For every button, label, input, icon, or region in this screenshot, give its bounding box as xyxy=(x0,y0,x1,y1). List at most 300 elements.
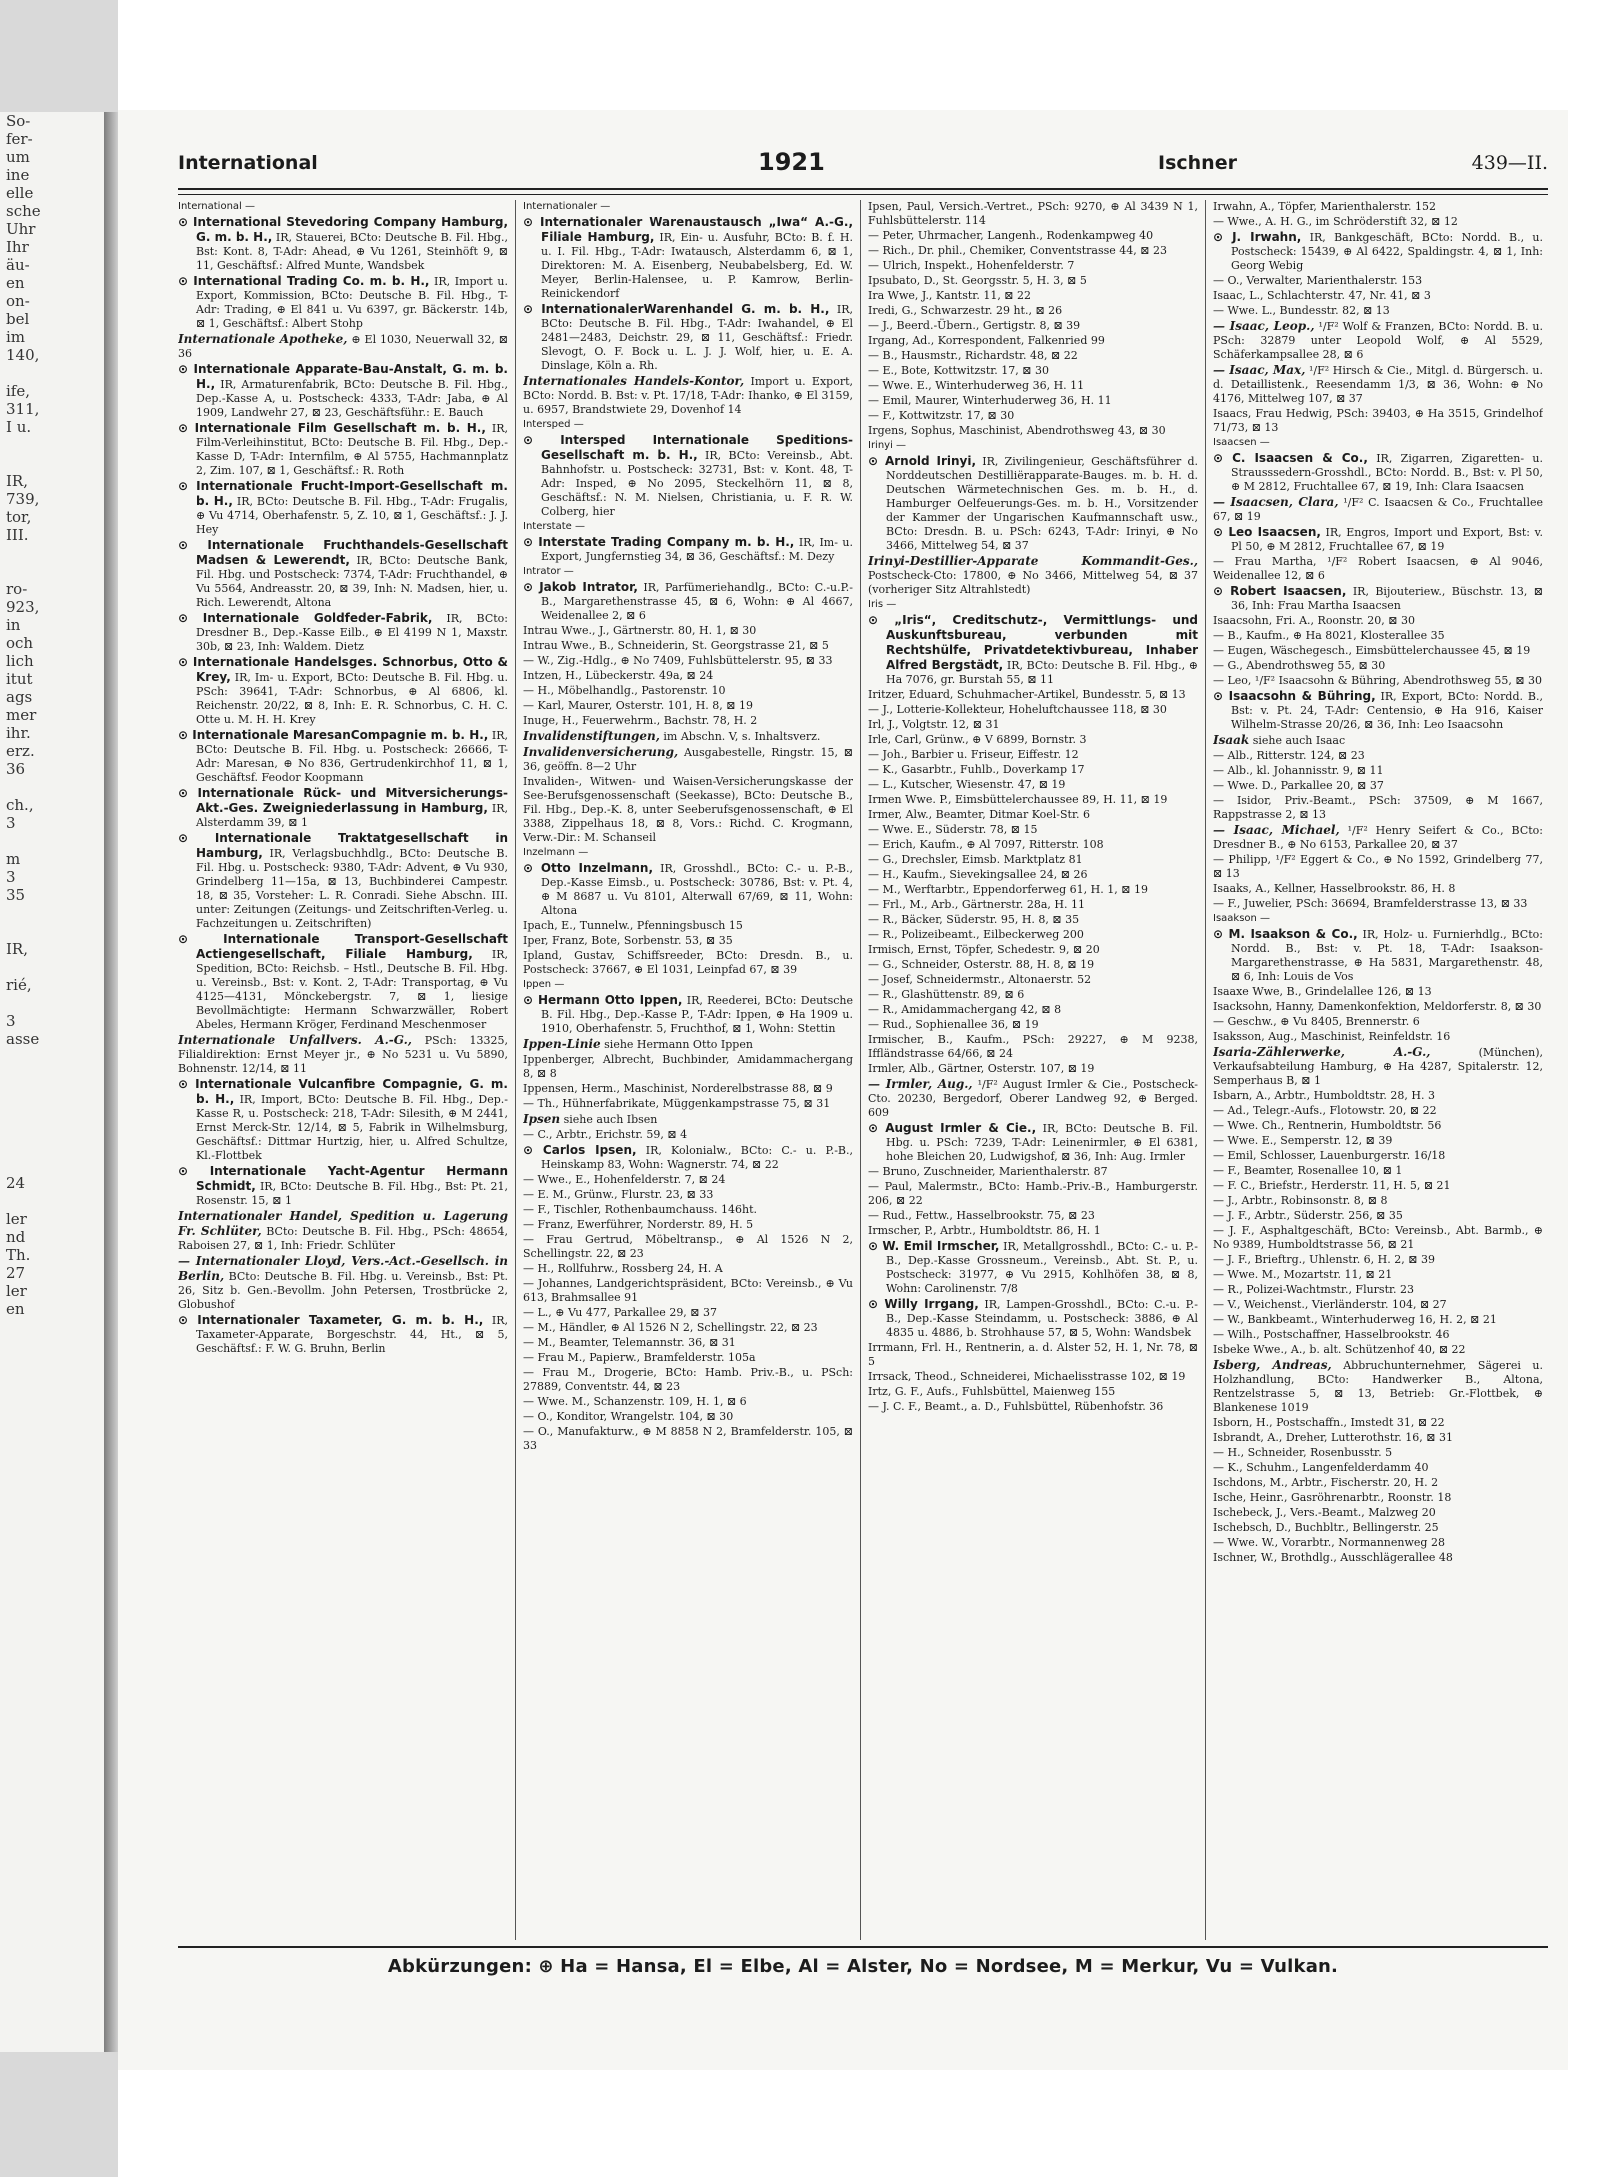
listing-entry: Isborn, H., Postschaffn., Imstedt 31, ⊠ 22 xyxy=(1213,1416,1445,1429)
previous-page-fragment: I u. xyxy=(6,418,32,436)
section-label: Ippen — xyxy=(523,979,565,990)
firm-entry xyxy=(1213,927,1543,984)
entry-details: IR, Engros, Import und Export, Bst: v. Pl 50, ⊕ M 2812, Fruchtallee 67, ⊠ 19 xyxy=(1231,526,1543,553)
column-divider xyxy=(860,200,861,1940)
entry-details: IR, BCto: Deutsche B. Fil. Hbg. u. PSch: 7239, T-Adr: Leinenirmler, ⊕ El 6381, hohe Bleichen 20, Ludwigshof, ⊠ 36, Inh: Aug. Irmler xyxy=(886,1122,1198,1163)
column-divider xyxy=(515,200,516,1940)
previous-page-fragment xyxy=(0,958,104,976)
listing-entry: — H., Schneider, Rosenbusstr. 5 xyxy=(1213,1446,1393,1459)
listing-entry: Intrau Wwe., B., Schneiderin, St. Georgstrasse 21, ⊠ 5 xyxy=(523,639,829,652)
listing-entry: — R., Glashüttenstr. 89, ⊠ 6 xyxy=(868,988,1025,1001)
listing-entry: Irrmann, Frl. H., Rentnerin, a. d. Alster 52, H. 1, Nr. 78, ⊠ 5 xyxy=(868,1341,1198,1368)
entry-name: ⊙ Internationale Apparate-Bau-Anstalt, G. m. b. H., xyxy=(178,362,508,391)
heading-entry xyxy=(523,729,853,744)
listing-entry: Ipland, Gustav, Schiffsreeder, BCto: Dresdn. B., u. Postscheck: 37667, ⊕ El 1031, Leinpfad 67, ⊠ 39 xyxy=(523,949,853,976)
listing-entry: — Leo, ¹/F² Isaacsohn & Bühring, Abendrothsweg 55, ⊠ 30 xyxy=(1213,674,1543,687)
book-gutter xyxy=(104,112,118,2052)
footer-rule xyxy=(178,1946,1548,1948)
listing-entry: Ipach, E., Tunnelw., Pfenningsbusch 15 xyxy=(523,919,743,932)
firm-entry xyxy=(178,362,508,420)
entry-details: (München), Verkaufsabteilung Hamburg, ⊕ Ha 4287, Spitalerstr. 12, Semperhaus B, ⊠ 1 xyxy=(1213,1046,1543,1087)
firm-entry xyxy=(178,1313,508,1356)
heading-entry xyxy=(1213,363,1543,406)
entry-name: ⊙ Hermann Otto Ippen, xyxy=(523,993,683,1007)
listing-entry: Isbeke Wwe., A., b. alt. Schützenhof 40, ⊠ 22 xyxy=(1213,1343,1466,1356)
previous-page-fragment: ler xyxy=(6,1282,27,1300)
firm-entry xyxy=(868,1297,1198,1340)
section-label: Interstate — xyxy=(523,521,585,532)
listing-entry: — Paul, Malermstr., BCto: Hamb.-Priv.-B., Hamburgerstr. 206, ⊠ 22 xyxy=(868,1180,1198,1207)
listing-entry: — Wwe. E., Süderstr. 78, ⊠ 15 xyxy=(868,823,1038,836)
listing-entry: Isacksohn, Hanny, Damenkonfektion, Meldorferstr. 8, ⊠ 30 xyxy=(1213,1000,1542,1013)
previous-page-fragment: um xyxy=(6,148,30,166)
listing-entry: — Wilh., Postschaffner, Hasselbrookstr. 46 xyxy=(1213,1328,1450,1341)
firm-entry xyxy=(178,611,508,654)
listing-entry: — Th., Hühnerfabrikate, Müggenkampstrasse 75, ⊠ 31 xyxy=(523,1097,831,1110)
heading-entry xyxy=(1213,1358,1543,1415)
listing-entry: — Franz, Ewerführer, Norderstr. 89, H. 5 xyxy=(523,1218,754,1231)
firm-entry xyxy=(523,433,853,519)
listing-entry: — Alb., Ritterstr. 124, ⊠ 23 xyxy=(1213,749,1365,762)
entry-details: siehe auch Ibsen xyxy=(560,1113,658,1126)
entry-name: ⊙ Robert Isaacsen, xyxy=(1213,584,1347,598)
entry-details: BCto: Deutsche B. Fil. Hbg., PSch: 48654, Raboisen 27, ⊠ 1, Inh: Friedr. Schlüter xyxy=(178,1225,508,1252)
listing-entry: — W., Zig.-Hdlg., ⊕ No 7409, Fuhlsbüttelerstr. 95, ⊠ 33 xyxy=(523,654,833,667)
previous-page-fragment xyxy=(0,1318,104,1336)
previous-page-fragment: ihr. xyxy=(6,724,31,742)
firm-entry xyxy=(178,538,508,610)
listing-entry: Isaacs, Frau Hedwig, PSch: 39403, ⊕ Ha 3515, Grindelhof 71/73, ⊠ 13 xyxy=(1213,407,1543,434)
listing-entry: — Wwe. D., Parkallee 20, ⊠ 37 xyxy=(1213,779,1384,792)
previous-page-fragment xyxy=(0,1138,104,1156)
entry-name: Internationale Unfallvers. A.-G., xyxy=(178,1033,412,1047)
listing-entry: — Philipp, ¹/F² Eggert & Co., ⊕ No 1592, Grindelberg 77, ⊠ 13 xyxy=(1213,853,1543,880)
listing-entry: Irrsack, Theod., Schneiderei, Michaelisstrasse 102, ⊠ 19 xyxy=(868,1370,1186,1383)
entry-details: Ausgabestelle, Ringstr. 15, ⊠ 36, geöffn. 8—2 Uhr xyxy=(523,746,853,773)
entry-name: — Isaac, Max, xyxy=(1213,363,1306,377)
listing-entry: — Josef, Schneidermstr., Altonaerstr. 52 xyxy=(868,973,1092,986)
heading-entry xyxy=(868,1077,1198,1120)
listing-entry: Isaac, L., Schlachterstr. 47, Nr. 41, ⊠ 3 xyxy=(1213,289,1431,302)
listing-entry: — O., Konditor, Wrangelstr. 104, ⊠ 30 xyxy=(523,1410,734,1423)
entry-name: ⊙ Leo Isaacsen, xyxy=(1213,525,1321,539)
entry-details: IR, Stauerei, BCto: Deutsche B. Fil. Hbg., Bst: Kont. 8, T-Adr: Ahead, ⊕ Vu 1261, Steinhöft 9, ⊠ 11, Geschäftsf.: Alfred Munte, Wandsbek xyxy=(196,231,508,272)
entry-name: ⊙ Internationale Rück- und Mitversicherungs-Akt.-Ges. Zweigniederlassung in Hamburg, xyxy=(178,786,508,815)
previous-page-fragment xyxy=(0,994,104,1012)
firm-entry xyxy=(523,302,853,373)
entry-details: IR, Zigarren, Zigaretten- u. Strausssedern-Grosshdl., BCto: Nordd. B., Bst: v. Pl 50, ⊕ M 2812, Fruchtallee 67, ⊠ 19, Inh: Clara Isaacsen xyxy=(1231,452,1543,493)
firm-entry xyxy=(178,215,508,273)
entry-details: IR, Armaturenfabrik, BCto: Deutsche B. Fil. Hbg., Dep.-Kasse A, u. Postscheck: 4333, T-Adr: Jaba, ⊕ Al 1909, Landwehr 27, ⊠ 23, Geschäftsführ.: E. Bauch xyxy=(196,378,508,419)
firm-entry xyxy=(868,454,1198,553)
previous-page-fragment xyxy=(0,454,104,472)
entry-name: Invalidenstiftungen, xyxy=(523,729,660,743)
entry-name: — Irmler, Aug., xyxy=(868,1077,973,1091)
previous-page-fragment: en xyxy=(6,1300,25,1318)
listing-entry: — H., Möbelhandlg., Pastorenstr. 10 xyxy=(523,684,726,697)
listing-entry: — Wwe., A. H. G., im Schröderstift 32, ⊠ 12 xyxy=(1213,215,1458,228)
listing-entry: — J. F., Brieftrg., Uhlenstr. 6, H. 2, ⊠ 39 xyxy=(1213,1253,1435,1266)
previous-page-fragment xyxy=(0,1102,104,1120)
entry-details: IR, Reederei, BCto: Deutsche B. Fil. Hbg., Dep.-Kasse P., T-Adr: Ippen, ⊕ Ha 1909 u. 1910, Oberhafenstr. 5, Fruchthof, ⊠ 1, Wohn: Stettin xyxy=(541,994,853,1035)
section-label: Intersped — xyxy=(523,419,584,430)
listing-entry: — J. C. F., Beamt., a. D., Fuhlsbüttel, Rübenhofstr. 36 xyxy=(868,1400,1164,1413)
listing-entry: — F., Tischler, Rothenbaumchauss. 146ht. xyxy=(523,1203,758,1216)
entry-name: — Isaacsen, Clara, xyxy=(1213,495,1339,509)
section-label: International — xyxy=(178,201,256,212)
entry-details: IR, Verlagsbuchhdlg., BCto: Deutsche B. Fil. Hbg. u. Postscheck: 9380, T-Adr: Advent, ⊕ Vu 930, Grindelberg 11—15a, ⊠ 13, Buchbinderei Campestr. 18, ⊠ 35, Vorsteher: L. R. Conradi. Siehe Abschn. III. unter: Zeitungen (Zeitungs- und Zeitschriften-Verleg. u. Fachzeitungen u. Zeitschriften) xyxy=(196,847,508,930)
entry-details: IR, BCto: Deutsche B. Fil. Hbg., Bst: Pt. 21, Rosenstr. 15, ⊠ 1 xyxy=(196,1180,508,1207)
listing-entry: — Wwe. L., Bundesstr. 82, ⊠ 13 xyxy=(1213,304,1390,317)
listing-entry: Ische, Heinr., Gasröhrenarbtr., Roonstr. 18 xyxy=(1213,1491,1452,1504)
listing-entry: — Wwe. E., Semperstr. 12, ⊠ 39 xyxy=(1213,1134,1393,1147)
listing-entry: — Frau Gertrud, Möbeltransp., ⊕ Al 1526 N 2, Schellingstr. 22, ⊠ 23 xyxy=(523,1233,853,1260)
previous-page-fragment: 311, xyxy=(6,400,40,418)
listing-entry: — C., Arbtr., Erichstr. 59, ⊠ 4 xyxy=(523,1128,688,1141)
listing-entry: Irmischer, B., Kaufm., PSch: 29227, ⊕ M 9238, Iffländstrasse 64/66, ⊠ 24 xyxy=(868,1033,1198,1060)
previous-page-fragment xyxy=(0,832,104,850)
previous-page-fragment xyxy=(0,1336,104,1354)
listing-entry: Iper, Franz, Bote, Sorbenstr. 53, ⊠ 35 xyxy=(523,934,733,947)
listing-entry: Irtz, G. F., Aufs., Fuhlsbüttel, Maienweg 155 xyxy=(868,1385,1116,1398)
listing-entry: — W., Bankbeamt., Winterhuderweg 16, H. 2, ⊠ 21 xyxy=(1213,1313,1497,1326)
entry-name: Isaria-Zählerwerke, A.-G., xyxy=(1213,1045,1431,1059)
listing-entry: — Isidor, Priv.-Beamt., PSch: 37509, ⊕ M 1667, Rappstrasse 2, ⊠ 13 xyxy=(1213,794,1543,821)
listing-entry: Irl, J., Volgtstr. 12, ⊠ 31 xyxy=(868,718,1000,731)
previous-page-fragment xyxy=(0,1192,104,1210)
entry-details: IR, BCto: Deutsche B. Fil. Hbg., ⊕ Ha 7076, gr. Burstah 55, ⊠ 11 xyxy=(886,659,1198,686)
listing-entry: — Eugen, Wäschegesch., Eimsbüttelerchaussee 45, ⊠ 19 xyxy=(1213,644,1531,657)
listing-entry: Ira Wwe, J., Kantstr. 11, ⊠ 22 xyxy=(868,289,1032,302)
entry-details: IR, Film-Verleihinstitut, BCto: Deutsche B. Fil. Hbg., Dep.-Kasse D, T-Adr: Internfilm, ⊕ Al 5755, Hachmannplatz 2, Zim. 107, ⊠ 1, Geschäftsf.: R. Roth xyxy=(196,422,508,477)
listing-entry: — L., Kutscher, Wiesenstr. 47, ⊠ 19 xyxy=(868,778,1066,791)
previous-page-fragment: Th. xyxy=(6,1246,31,1264)
previous-page-fragment: ife, xyxy=(6,382,30,400)
firm-entry xyxy=(1213,584,1543,613)
entry-name: — Isaac, Michael, xyxy=(1213,823,1340,837)
listing-entry: — R., Polizeibeamt., Eilbeckerweg 200 xyxy=(868,928,1084,941)
entry-details: IR, Zivilingenieur, Geschäftsführer d. Norddeutschen Destilliërapparate-Bauges. m. b. H. d. Deutschen Wärmetechnischen Ges. m. b. H., d. Hamburger Oelfeuerungs-Ges. m. b. H., Vorsitzender der Kammer der Ungarischen Kaufmannschaft usw., BCto: Dresdn. B. u. PSch: 6243, T-Adr: Irinyi, ⊕ No 3466, Mittelweg 54, ⊠ 37 xyxy=(886,455,1198,552)
entry-name: ⊙ Internationale Handelsges. Schnorbus, Otto & Krey, xyxy=(178,655,508,684)
firm-entry xyxy=(178,1164,508,1208)
previous-page-fragment: 3 xyxy=(6,868,16,886)
previous-page-fragment: elle xyxy=(6,184,34,202)
entry-details: ¹/F² Henry Seifert & Co., BCto: Dresdner B., ⊕ No 6153, Parkallee 20, ⊠ 37 xyxy=(1213,824,1543,851)
listing-entry: — K., Schuhm., Langenfelderdamm 40 xyxy=(1213,1461,1429,1474)
previous-page-fragment xyxy=(0,544,104,562)
directory-column-4 xyxy=(1213,200,1543,1940)
firm-entry xyxy=(868,1239,1198,1296)
directory-column-2 xyxy=(523,200,853,1940)
previous-page-fragment: rié, xyxy=(6,976,32,994)
heading-entry xyxy=(1213,319,1543,362)
entry-name: ⊙ Arnold Irinyi, xyxy=(868,454,977,468)
entry-details: IR, Metallgrosshdl., BCto: C.- u. P.-B., Dep.-Kasse Grossneum., Vereinsb., Abt. St. P., u. Postscheck: 31977, ⊕ Vu 2915, Kohlhöfen 38, ⊠ 8, Wohn: Carolinenstr. 7/8 xyxy=(886,1240,1198,1295)
listing-entry: Isbrandt, A., Dreher, Lutterothstr. 16, ⊠ 31 xyxy=(1213,1431,1453,1444)
heading-entry xyxy=(523,1037,853,1052)
listing-entry: — R., Bäcker, Süderstr. 95, H. 8, ⊠ 35 xyxy=(868,913,1080,926)
previous-page-fragment: ine xyxy=(6,166,30,184)
listing-entry: — J. F., Asphaltgeschäft, BCto: Vereinsb., Abt. Barmb., ⊕ No 9389, Humboldtstrasse 56, ⊠ 21 xyxy=(1213,1224,1543,1251)
listing-entry: — F., Kottwitzstr. 17, ⊠ 30 xyxy=(868,409,1015,422)
entry-name: Irinyi-Destillier-Apparate Kommandit-Ges., xyxy=(868,554,1198,568)
listing-entry: Ischner, W., Brothdlg., Ausschlägerallee 48 xyxy=(1213,1551,1453,1564)
listing-entry: — Wwe. M., Schanzenstr. 109, H. 1, ⊠ 6 xyxy=(523,1395,747,1408)
firm-entry xyxy=(1213,451,1543,494)
firm-entry xyxy=(178,728,508,785)
entry-details: ⊕ El 1030, Neuerwall 32, ⊠ 36 xyxy=(178,333,508,360)
listing-entry: — M., Beamter, Telemannstr. 36, ⊠ 31 xyxy=(523,1336,736,1349)
entry-name: ⊙ „Iris“, Creditschutz-, Vermittlungs- und Auskunftsbureau, verbunden mit Rechtshülfe, Privatdetektivbureau, Inhaber Alfred Bergstädt, xyxy=(868,613,1198,672)
previous-page-fragment: 739, xyxy=(6,490,40,508)
entry-details: IR, Spedition, BCto: Reichsb. – Hstl., Deutsche B. Fil. Hbg. u. Vereinsb., Bst: v. Kont. 2, T-Adr: Transportag, ⊕ Vu 4125—4131, Mönckebergstr. 7, ⊠ 1, liesige Bevollmächtigte: Hermann Schwarzwäller, Robert Abeles, Hermann Kröger, Ferdinand Meschenmoser xyxy=(196,948,508,1031)
entry-name: ⊙ Internationale Vulcanfibre Compagnie, G. m. b. H., xyxy=(178,1077,508,1106)
heading-entry xyxy=(1213,823,1543,852)
entry-name: Ippen-Linie xyxy=(523,1037,601,1051)
listing-entry: — Bruno, Zuschneider, Marienthalerstr. 87 xyxy=(868,1165,1108,1178)
firm-entry xyxy=(1213,689,1543,732)
previous-page-fragment: 3 xyxy=(6,1012,16,1030)
previous-page-fragment: en xyxy=(6,274,25,292)
firm-entry xyxy=(523,215,853,301)
entry-name: ⊙ Internationaler Warenaustausch „Iwa“ A.-G., Filiale Hamburg, xyxy=(523,215,853,244)
entry-details: Postscheck-Cto: 17800, ⊕ No 3466, Mittelweg 54, ⊠ 37 (vorheriger Sitz Altrahlstedt) xyxy=(868,569,1198,596)
listing-entry: Intzen, H., Lübeckerstr. 49a, ⊠ 24 xyxy=(523,669,714,682)
previous-page-fragment xyxy=(0,436,104,454)
listing-entry: — J., Arbtr., Robinsonstr. 8, ⊠ 8 xyxy=(1213,1194,1388,1207)
heading-entry xyxy=(178,332,508,361)
firm-entry xyxy=(178,932,508,1032)
listing-entry: — Emil, Schlosser, Lauenburgerstr. 16/18 xyxy=(1213,1149,1446,1162)
heading-entry xyxy=(1213,733,1543,748)
entry-details: IR, BCto: Deutsche B. Fil. Hbg., T-Adr: Iwahandel, ⊕ El 2481—2483, Deichstr. 29, ⊠ 11, Geschäftsf.: Friedr. Slevogt, O. F. Bock u. L. J. J. Wolf, hier, u. E. A. Dinslage, Köln a. Rh. xyxy=(541,303,853,372)
listing-entry: Irwahn, A., Töpfer, Marienthalerstr. 152 xyxy=(1213,200,1437,213)
listing-entry: — B., Kaufm., ⊕ Ha 8021, Klosterallee 35 xyxy=(1213,629,1445,642)
previous-page-fragment xyxy=(0,364,104,382)
listing-entry: — Wwe. Ch., Rentnerin, Humboldtstr. 56 xyxy=(1213,1119,1442,1132)
listing-entry: Ipsubato, D., St. Georgsstr. 5, H. 3, ⊠ 5 xyxy=(868,274,1087,287)
heading-entry xyxy=(1213,1045,1543,1088)
listing-entry: Irmen Wwe. P., Eimsbüttelerchaussee 89, H. 11, ⊠ 19 xyxy=(868,793,1168,806)
listing-entry: — J., Beerd.-Übern., Gertigstr. 8, ⊠ 39 xyxy=(868,319,1081,332)
entry-details: IR, BCto: Deutsche B. Fil. Hbg., T-Adr: Frugalis, ⊕ Vu 4714, Oberhafenstr. 5, Z. 10, ⊠ 1, Geschäftsf.: J. J. Hey xyxy=(196,495,508,536)
entry-details: IR, BCto: Vereinsb., Abt. Bahnhofstr. u. Postscheck: 32731, Bst: v. Kont. 48, T-Adr: Insped, ⊕ No 2095, Steckelhörn 11, ⊠ 8, Geschäftsf.: N. M. Nielsen, Christiania, u. F. R. W. Colberg, hier xyxy=(541,449,853,518)
previous-page-fragment: III. xyxy=(6,526,29,544)
entry-name: ⊙ C. Isaacsen & Co., xyxy=(1213,451,1368,465)
header-left-guide-word: International xyxy=(178,152,318,174)
heading-entry xyxy=(523,374,853,417)
entry-name: Isberg, Andreas, xyxy=(1213,1358,1332,1372)
entry-name: ⊙ W. Emil Irmscher, xyxy=(868,1239,1000,1253)
listing-entry: Isaaks, A., Kellner, Hasselbrookstr. 86, H. 8 xyxy=(1213,882,1456,895)
listing-entry: — R., Amidammachergang 42, ⊠ 8 xyxy=(868,1003,1062,1016)
heading-entry xyxy=(523,1112,853,1127)
entry-name: ⊙ Jakob Intrator, xyxy=(523,580,638,594)
listing-entry: Isaaxe Wwe, B., Grindelallee 126, ⊠ 13 xyxy=(1213,985,1432,998)
entry-details: IR, Taxameter-Apparate, Borgeschstr. 44, Ht., ⊠ 5, Geschäftsf.: F. W. G. Bruhn, Berlin xyxy=(196,1314,508,1355)
listing-entry: Irmer, Alw., Beamter, Ditmar Koel-Str. 6 xyxy=(868,808,1090,821)
section-label: Intrator — xyxy=(523,566,574,577)
entry-name: ⊙ Internationale Fruchthandels-Gesellschaft Madsen & Lewerendt, xyxy=(178,538,508,567)
previous-page-fragment: erz. xyxy=(6,742,35,760)
listing-entry: — H., Rollfuhrw., Rossberg 24, H. A xyxy=(523,1262,723,1275)
previous-page-fragment: lich xyxy=(6,652,34,670)
previous-page-fragment xyxy=(0,778,104,796)
entry-details: IR, Alsterdamm 39, ⊠ 1 xyxy=(196,802,508,829)
listing-entry: — F. C., Briefstr., Herderstr. 11, H. 5, ⊠ 21 xyxy=(1213,1179,1451,1192)
listing-entry: — J., Lotterie-Kollekteur, Hoheluftchaussee 118, ⊠ 30 xyxy=(868,703,1167,716)
previous-page-fragment: m xyxy=(6,850,21,868)
listing-entry: Isaksson, Aug., Maschinist, Reinfeldstr. 16 xyxy=(1213,1030,1451,1043)
previous-page-fragment: 24 xyxy=(6,1174,26,1192)
abbreviations-footer: Abkürzungen: ⊕ Ha = Hansa, El = Elbe, Al = Alster, No = Nordsee, M = Merkur, Vu = Vulkan. xyxy=(387,1956,1339,1977)
heading-entry xyxy=(178,1033,508,1076)
listing-entry: — Ad., Telegr.-Aufs., Flotowstr. 20, ⊠ 22 xyxy=(1213,1104,1437,1117)
listing-entry: — G., Schneider, Osterstr. 88, H. 8, ⊠ 19 xyxy=(868,958,1095,971)
listing-entry: — O., Verwalter, Marienthalerstr. 153 xyxy=(1213,274,1423,287)
entry-details: IR, Ein- u. Ausfuhr, BCto: B. f. H. u. I. Fil. Hbg., T-Adr: Iwatausch, Alsterdamm 6, ⊠ 1, Direktoren: M. A. Eisenberg, Neubabelsberg, Ed. W. Meyer, Berlin-Halensee, u. P. Kamrow, Berlin-Reinickendorf xyxy=(541,231,853,300)
previous-page-fragment: ags xyxy=(6,688,33,706)
entry-name: Internationale Apotheke, xyxy=(178,332,348,346)
previous-page-fragment: 3 xyxy=(6,814,16,832)
entry-details: IR, Grosshdl., BCto: C.- u. P.-B., Dep.-Kasse Eimsb., u. Postscheck: 30786, Bst: v. Pt. 4, ⊕ M 8687 u. Vu 8101, Alterwall 67/69, ⊠ 11, Wohn: Altona xyxy=(541,862,853,917)
entry-details: IR, Bijouteriew., Büschstr. 13, ⊠ 36, Inh: Frau Martha Isaacsen xyxy=(1231,585,1543,612)
previous-page-fragment: 140, xyxy=(6,346,40,364)
listing-entry: Invaliden-, Witwen- und Waisen-Versicherungskasse der See-Berufsgenossenschaft (Seekasse), BCto: Deutsche B., Fil. Hbg., Dep.-K. 8, unter Seeberufsgenossenschaft, ⊕ El 3388, Zippelhaus 18, ⊠ 8, Vors.: Richd. C. Krogmann, Verw.-Dir.: M. Schanseil xyxy=(523,775,853,844)
previous-page-fragment: 36 xyxy=(6,760,26,778)
firm-entry xyxy=(178,274,508,331)
previous-page-fragment xyxy=(0,922,104,940)
entry-name: ⊙ InternationalerWarenhandel G. m. b. H., xyxy=(523,302,830,316)
listing-entry: — F., Beamter, Rosenallee 10, ⊠ 1 xyxy=(1213,1164,1403,1177)
listing-entry: Ippensen, Herm., Maschinist, Norderelbstrasse 88, ⊠ 9 xyxy=(523,1082,833,1095)
entry-name: — Internationaler Lloyd, Vers.-Act.-Gesellsch. in Berlin, xyxy=(178,1254,508,1283)
section-label: Inzelmann — xyxy=(523,847,589,858)
listing-entry: — J. F., Arbtr., Süderstr. 256, ⊠ 35 xyxy=(1213,1209,1403,1222)
previous-page-fragment: fer- xyxy=(6,130,33,148)
directory-page xyxy=(118,110,1568,2070)
listing-entry: Isaacsohn, Fri. A., Roonstr. 20, ⊠ 30 xyxy=(1213,614,1415,627)
entry-details: BCto: Deutsche B. Fil. Hbg. u. Vereinsb., Bst: Pt. 26, Sitz b. Gen.-Bevollm. John Petersen, Trostbrücke 2, Globushof xyxy=(178,1270,508,1311)
entry-name: ⊙ Willy Irrgang, xyxy=(868,1297,979,1311)
previous-page-fragment: 35 xyxy=(6,886,26,904)
firm-entry xyxy=(868,1121,1198,1164)
previous-page-fragment: ch., xyxy=(6,796,34,814)
entry-name: ⊙ Isaacsohn & Bühring, xyxy=(1213,689,1376,703)
entry-name: ⊙ Internationale Film Gesellschaft m. b. H., xyxy=(178,421,486,435)
entry-details: IR, Parfümeriehandlg., BCto: C.-u.P.-B., Margarethenstrasse 45, ⊠ 6, Wohn: ⊕ Al 4667, Weidenallee 2, ⊠ 6 xyxy=(541,581,853,622)
previous-page-fragment: on- xyxy=(6,292,30,310)
heading-entry xyxy=(523,745,853,774)
listing-entry: — Joh., Barbier u. Friseur, Eiffestr. 12 xyxy=(868,748,1079,761)
listing-entry: Ipsen, Paul, Versich.-Vertret., PSch: 9270, ⊕ Al 3439 N 1, Fuhlsbüttelerstr. 114 xyxy=(868,200,1198,227)
listing-entry: — O., Manufakturw., ⊕ M 8858 N 2, Bramfelderstr. 105, ⊠ 33 xyxy=(523,1425,853,1452)
entry-name: Isaak xyxy=(1213,733,1250,747)
listing-entry: — Wwe. E., Winterhuderweg 36, H. 11 xyxy=(868,379,1085,392)
previous-page-fragment: IR, xyxy=(6,472,28,490)
previous-page-fragment xyxy=(0,562,104,580)
entry-details: siehe Hermann Otto Ippen xyxy=(600,1038,753,1051)
header-year: 1921 xyxy=(758,148,825,176)
entry-details: IR, Import u. Export, Kommission, BCto: Deutsche B. Fil. Hbg., T-Adr: Trading, ⊕ El 841 u. Vu 6397, gr. Bäckerstr. 14b, ⊠ 1, Geschäftsf.: Albert Stohp xyxy=(196,275,508,330)
entry-name: ⊙ International Trading Co. m. b. H., xyxy=(178,274,430,288)
firm-entry xyxy=(1213,525,1543,554)
firm-entry xyxy=(523,580,853,623)
entry-name: ⊙ J. Irwahn, xyxy=(1213,230,1302,244)
previous-page-fragment: So- xyxy=(6,112,31,130)
listing-entry: — G., Abendrothsweg 55, ⊠ 30 xyxy=(1213,659,1386,672)
firm-entry xyxy=(178,421,508,478)
previous-page-fragment: asse xyxy=(6,1030,40,1048)
entry-details: ¹/F² C. Isaacsen & Co., Fruchtallee 67, ⊠ 19 xyxy=(1213,496,1543,523)
listing-entry: — G., Drechsler, Eimsb. Marktplatz 81 xyxy=(868,853,1083,866)
column-divider xyxy=(1205,200,1206,1940)
previous-page-fragment: sche xyxy=(6,202,41,220)
previous-page-fragment: ler xyxy=(6,1210,27,1228)
firm-entry xyxy=(868,613,1198,687)
entry-name: Ipsen xyxy=(523,1112,561,1126)
entry-details: PSch: 13325, Filialdirektion: Ernst Meyer jr., ⊕ No 5231 u. Vu 5890, Bohnenstr. 12/14, ⊠ 11 xyxy=(178,1034,508,1075)
listing-entry: — R., Polizei-Wachtmstr., Flurstr. 23 xyxy=(1213,1283,1415,1296)
listing-entry: Iritzer, Eduard, Schuhmacher-Artikel, Bundesstr. 5, ⊠ 13 xyxy=(868,688,1186,701)
entry-name: ⊙ Internationale Frucht-Import-Gesellschaft m. b. H., xyxy=(178,479,508,508)
previous-page-fragment xyxy=(0,904,104,922)
listing-entry: — F., Juwelier, PSch: 36694, Bramfelderstrasse 13, ⊠ 33 xyxy=(1213,897,1528,910)
previous-page-fragment: mer xyxy=(6,706,37,724)
previous-page-edge xyxy=(0,112,106,2052)
entry-name: ⊙ Internationale Yacht-Agentur Hermann Schmidt, xyxy=(178,1164,508,1193)
previous-page-fragment: tor, xyxy=(6,508,32,526)
listing-entry: — L., ⊕ Vu 477, Parkallee 29, ⊠ 37 xyxy=(523,1306,718,1319)
listing-entry: — K., Gasarbtr., Fuhlb., Doverkamp 17 xyxy=(868,763,1085,776)
listing-entry: Iredi, G., Schwarzestr. 29 ht., ⊠ 26 xyxy=(868,304,1063,317)
section-label: Iris — xyxy=(868,599,897,610)
previous-page-fragment: im xyxy=(6,328,26,346)
listing-entry: — Geschw., ⊕ Vu 8405, Brennerstr. 6 xyxy=(1213,1015,1420,1028)
previous-page-fragment: itut xyxy=(6,670,33,688)
entry-name: — Isaac, Leop., xyxy=(1213,319,1315,333)
entry-name: ⊙ Internationale Traktatgesellschaft in Hamburg, xyxy=(178,831,508,860)
listing-entry: Irle, Carl, Grünw., ⊕ V 6899, Bornstr. 3 xyxy=(868,733,1087,746)
entry-name: ⊙ M. Isaakson & Co., xyxy=(1213,927,1358,941)
previous-page-fragment: äu- xyxy=(6,256,30,274)
listing-entry: Ischdons, M., Arbtr., Fischerstr. 20, H. 2 xyxy=(1213,1476,1439,1489)
entry-details: ¹/F² Wolf & Franzen, BCto: Nordd. B. u. PSch: 32879 unter Leopold Wolf, ⊕ Al 5529, Schäferkampsallee 28, ⊠ 6 xyxy=(1213,320,1543,361)
firm-entry xyxy=(178,655,508,727)
listing-entry: — Rud., Fettw., Hasselbrookstr. 75, ⊠ 23 xyxy=(868,1209,1095,1222)
listing-entry: — E. M., Grünw., Flurstr. 23, ⊠ 33 xyxy=(523,1188,714,1201)
entry-details: IR, BCto: Dresdner B., Dep.-Kasse Eilb., ⊕ El 4199 N 1, Maxstr. 30b, ⊠ 23, Inh: Waldem. Dietz xyxy=(196,612,508,653)
listing-entry: — Frl., M., Arb., Gärtnerstr. 28a, H. 11 xyxy=(868,898,1085,911)
listing-entry: Irmler, Alb., Gärtner, Osterstr. 107, ⊠ 19 xyxy=(868,1062,1095,1075)
heading-entry xyxy=(868,554,1198,597)
firm-entry xyxy=(523,535,853,564)
previous-page-fragment: in xyxy=(6,616,21,634)
entry-details: IR, Kolonialw., BCto: C.- u. P.-B., Heinskamp 83, Wohn: Wagnerstr. 74, ⊠ 22 xyxy=(541,1144,853,1171)
listing-entry: — Wwe. M., Mozartstr. 11, ⊠ 21 xyxy=(1213,1268,1393,1281)
previous-page-fragment: 923, xyxy=(6,598,40,616)
previous-page-fragment xyxy=(0,1066,104,1084)
entry-name: ⊙ Intersped Internationale Speditions-Gesellschaft m. b. H., xyxy=(523,433,853,462)
entry-name: ⊙ International Stevedoring Company Hamburg, G. m. b. H., xyxy=(178,215,508,244)
previous-page-fragment: IR, xyxy=(6,940,28,958)
listing-entry: — Frau M., Drogerie, BCto: Hamb. Priv.-B., u. PSch: 27889, Conventstr. 44, ⊠ 23 xyxy=(523,1366,853,1393)
listing-entry: — Erich, Kaufm., ⊕ Al 7097, Ritterstr. 108 xyxy=(868,838,1104,851)
entry-details: IR, Import, BCto: Deutsche B. Fil. Hbg., Dep.-Kasse R, u. Postscheck: 218, T-Adr: Silesith, ⊕ M 2441, Ernst Merck-Str. 12/14, ⊠ 5, Fabrik in Wilhelmsburg, Geschäftsf.: Dittmar Hurtzig, hier, u. Alfred Schultze, Kl.-Flottbek xyxy=(196,1093,508,1162)
firm-entry xyxy=(523,1143,853,1172)
listing-entry: — Ulrich, Inspekt., Hohenfelderstr. 7 xyxy=(868,259,1075,272)
running-header xyxy=(178,148,1548,192)
